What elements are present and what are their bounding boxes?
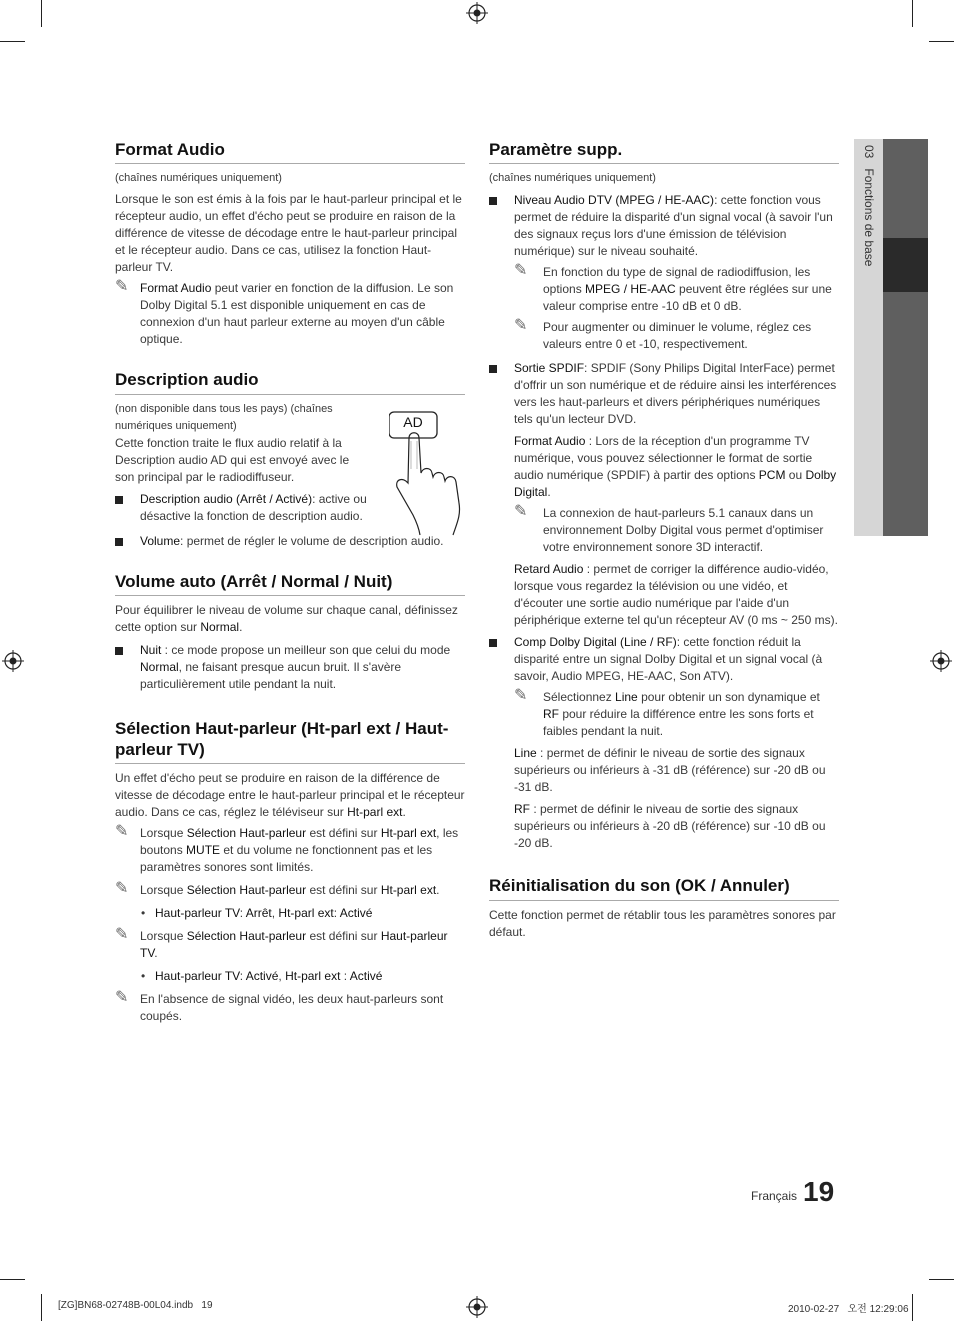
print-date-info: 2010-02-27 오전 12:29:06 xyxy=(788,1304,909,1315)
selection-hp-dot-2: • Haut-parleur TV: Activé, Ht-parl ext : Activé xyxy=(141,968,383,983)
crop-mark xyxy=(912,1294,913,1321)
crop-mark xyxy=(0,1279,25,1280)
sortie-spdif-bullet: Sortie SPDIF: SPDIF (Sony Philips Digital InterFace) permet d'offrir un son numérique et de réduire ainsi les interférences vers les haut-parleurs et divers périphériques numériques tels qu'un lecteur DVD. xyxy=(489,360,839,428)
selection-hp-note-4: ✎ En l'absence de signal vidéo, les deux haut-parleurs sont coupés. xyxy=(115,988,444,1023)
crop-mark xyxy=(41,1294,42,1321)
print-file-info: [ZG]BN68-02748B-00L04.indb 19 xyxy=(58,1300,213,1311)
description-audio-body: Cette fonction traite le flux audio relatif à la Description audio AD qui est envoyé avec le son principal par le radiodiffuseur. xyxy=(115,435,350,484)
format-audio-note: (chaînes numériques uniquement) xyxy=(115,172,282,185)
comp-dolby-bullet: Comp Dolby Digital (Line / RF): cette fonction réduit la disparité entre un signal Dolby Digital et un signal vocal (à savoir, Audio MPEG, HE-AAC, Son ATV). xyxy=(489,634,839,685)
niveau-audio-note-1: ✎ En fonction du type de signal de radiodiffusion, les options MPEG / HE-AAC peuvent être réglées sur une valeur comprise entre -10 dB et 0 dB. xyxy=(514,262,832,314)
page-language: Français xyxy=(751,1189,798,1203)
selection-hp-note-3: ✎ Lorsque Sélection Haut-parleur est défini sur Haut-parleur TV. xyxy=(115,925,448,960)
volume-auto-body: Pour équilibrer le niveau de volume sur chaque canal, définissez cette option sur Normal. xyxy=(115,603,458,635)
selection-hp-heading: Sélection Haut-parleur (Ht-parl ext / Haut-parleur TV) xyxy=(115,719,465,764)
left-column xyxy=(115,140,465,1025)
format-audio-heading: Format Audio xyxy=(115,140,465,164)
volume-auto-heading: Volume auto (Arrêt / Normal / Nuit) xyxy=(115,572,465,596)
selection-hp-note-2: ✎ Lorsque Sélection Haut-parleur est défini sur Ht-parl ext. xyxy=(115,879,440,897)
registration-mark-icon xyxy=(930,650,952,672)
volume-bullet: Volume: permet de régler le volume de description audio. xyxy=(115,533,465,550)
spdif-format-audio: Format Audio : Lors de la réception d'un programme TV numérique, vous pouvez sélectionner le format de sortie audio numérique (SPDIF) à partir des options PCM ou Dolby Digital. xyxy=(514,434,837,500)
comp-rf: RF : permet de définir le niveau de sortie des signaux supérieurs ou inférieurs à -20 dB (référence) sur -10 dB ou -20 dB. xyxy=(514,802,826,851)
crop-mark xyxy=(41,0,42,27)
param-supp-heading: Paramètre supp. xyxy=(489,140,839,164)
page-number: 19 xyxy=(803,1176,835,1207)
niveau-audio-bullet: Niveau Audio DTV (MPEG / HE-AAC): cette fonction vous permet de réduire la disparité d'un signal vocal (à savoir l'un des signaux reçus lors d'une émission de télévision numérique) sur le niveau souhaité. xyxy=(489,192,839,260)
ad-remote-illustration xyxy=(389,411,469,536)
selection-hp-body: Un effet d'écho peut se produire en raison de la différence de vitesse de décodage entre le haut-parleur principal et le récepteur audio. Dans ce cas, réglez le téléviseur sur Ht-parl ext. xyxy=(115,770,465,819)
format-audio-tip: ✎ Format Audio peut varier en fonction de la diffusion. Le son Dolby Digital 5.1 est disponible uniquement en cas de connexion d'un haut parleur externe au moyen d'un câble optique. xyxy=(115,278,454,347)
reinit-body: Cette fonction permet de rétablir tous les paramètres sonores par défaut. xyxy=(489,907,836,939)
selection-hp-dot-1: • Haut-parleur TV: Arrêt, Ht-parl ext: Activé xyxy=(141,905,373,920)
crop-mark xyxy=(929,1279,954,1280)
param-supp-note: (chaînes numériques uniquement) xyxy=(489,172,656,185)
registration-mark-icon xyxy=(466,1296,488,1318)
reinit-heading: Réinitialisation du son (OK / Annuler) xyxy=(489,876,839,900)
note-pencil-icon: ✎ xyxy=(115,278,129,296)
right-column xyxy=(489,140,839,941)
niveau-audio-note-2: ✎ Pour augmenter ou diminuer le volume, réglez ces valeurs entre 0 et -10, respectivement. xyxy=(514,317,812,352)
format-audio-body: Lorsque le son est émis à la fois par le haut-parleur principal et le récepteur audio, un effet d'écho peut se produire en raison de la différence de vitesse de décodage entre le haut-parleur principal et le récepteur audio. Dans ce cas, utilisez la fonction Haut-parleur TV. xyxy=(115,192,462,275)
chapter-number: 03 xyxy=(862,145,876,159)
description-audio-note: (non disponible dans tous les pays) (chaînes numériques uniquement) xyxy=(115,402,333,432)
crop-mark xyxy=(0,41,25,42)
registration-mark-icon xyxy=(466,2,488,24)
side-tab-dark xyxy=(883,139,928,536)
chapter-title: Fonctions de base xyxy=(862,168,876,267)
retard-audio: Retard Audio : permet de corriger la différence audio-vidéo, lorsque vous regardez la télévision ou une vidéo, et d'écouter une sortie audio numérique par l'aide d'un périphérique externe tel qu'un récepteur AV (0 ms ~ 250 ms). xyxy=(514,562,838,628)
side-tab-block xyxy=(883,238,928,292)
nuit-bullet: Nuit : ce mode propose un meilleur son que celui du mode Normal, ne faisant presque aucun bruit. Il s'avère particulièrement utile pendant la nuit. xyxy=(115,642,465,693)
spdif-note: ✎ La connexion de haut-parleurs 5.1 canaux dans un environnement Dolby Digital vous permet d'optimiser votre environnement sonore 3D interactif. xyxy=(514,503,824,555)
crop-mark xyxy=(929,41,954,42)
comp-line: Line : permet de définir le niveau de sortie des signaux supérieurs ou inférieurs à -31 dB (référence) sur -20 dB ou -31 dB. xyxy=(514,746,826,795)
description-audio-heading: Description audio xyxy=(115,370,465,394)
side-tab xyxy=(854,139,928,536)
comp-dolby-note: ✎ Sélectionnez Line pour obtenir un son dynamique et RF pour réduire la différence entre les sons forts et faibles pendant la nuit. xyxy=(514,687,820,739)
selection-hp-note-1: ✎ Lorsque Sélection Haut-parleur est défini sur Ht-parl ext, les boutons MUTE et du volume ne fonctionnent pas et les paramètres sonores sont limités. xyxy=(115,822,459,874)
ad-button-label: AD xyxy=(403,413,423,430)
crop-mark xyxy=(912,0,913,27)
side-tab-label xyxy=(854,145,883,295)
description-audio-bullet: Description audio (Arrêt / Activé): active ou désactive la fonction de description audio. xyxy=(115,491,370,525)
registration-mark-icon xyxy=(2,650,24,672)
